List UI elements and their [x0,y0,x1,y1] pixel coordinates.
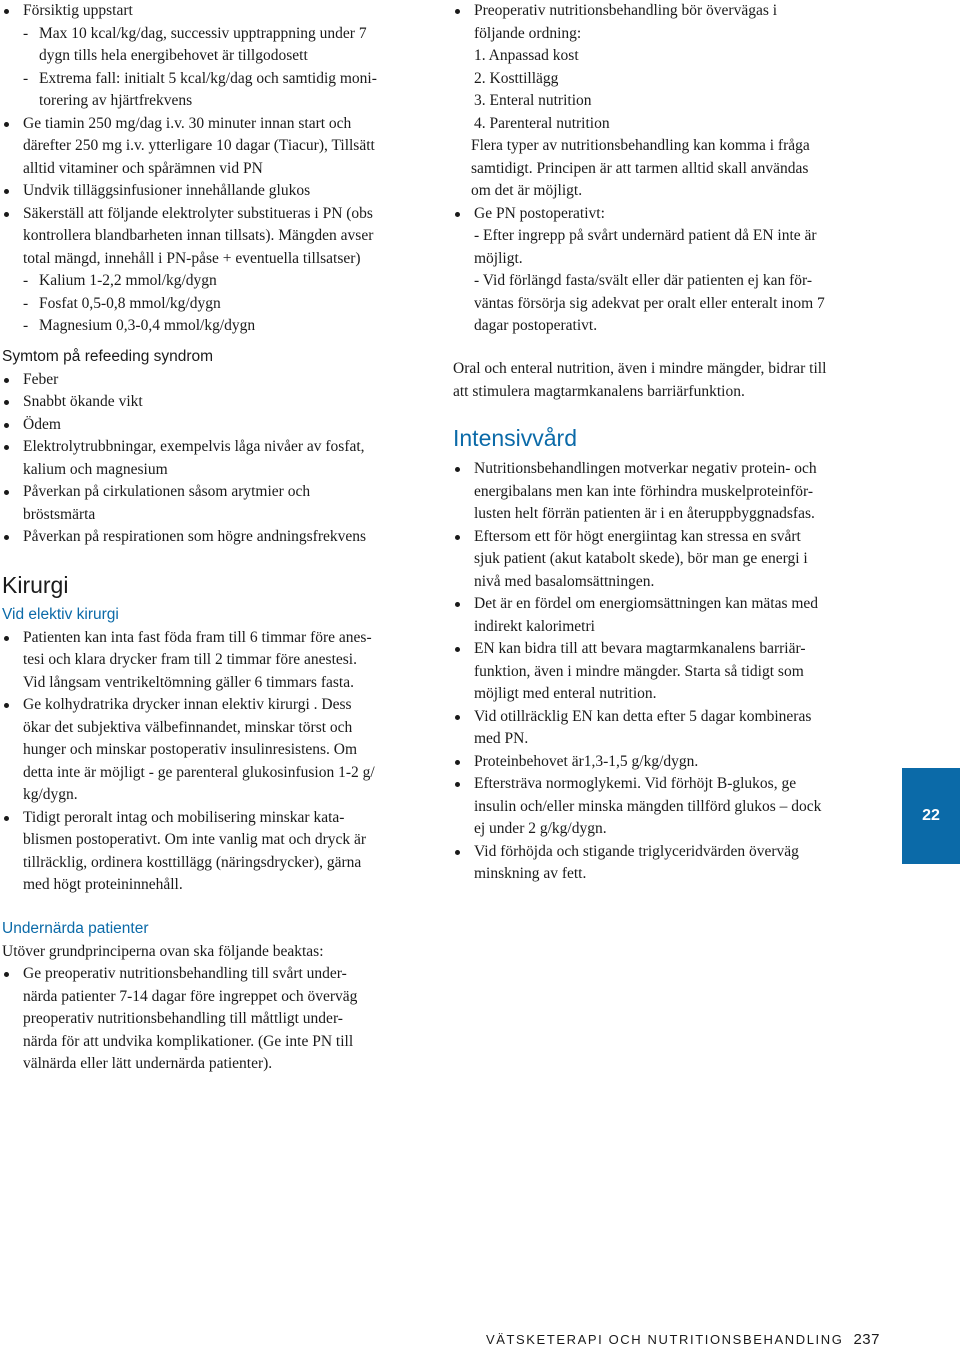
text-line: kalium och magnesium [23,460,168,478]
text-line: Säkerställ att följande elektrolyter substitueras i PN (obs [23,204,373,222]
list-item [453,773,885,841]
text-line: total mängd, innehåll i PN-påse + eventuella tillsatser) [23,249,361,267]
text-line: ej under 2 g/kg/dygn. [474,820,607,837]
symptoms-list [2,369,432,549]
text-line: om det är möjligt. [471,182,583,199]
text-line: välnärda eller lätt undernärda patienter). [23,1055,273,1072]
sub-item-dash: - [23,24,29,42]
text-line: kontrollera blandbarheten innan tillsats). Mängden avser [23,227,374,244]
list-item [2,963,432,1076]
text-line: sjuk patient (akut katabolt skede), bör man ge energi i [474,550,808,567]
text-line: Vid förhöjda och stigande triglyceridvärden överväg [474,842,799,860]
text-line: preoperativ nutritionsbehandling till måttligt under- [23,1010,343,1027]
kirurgi-list [2,627,432,897]
text-line: - Vid förlängd fasta/svält eller där patienten ej kan för- [474,272,813,289]
postop-list [453,203,885,338]
list-item [2,391,432,414]
list-item [453,593,885,638]
list-item [453,526,885,594]
preop-order-list [453,0,885,135]
preop-block [453,0,885,338]
text-line: Proteinbehovet är1,3-1,5 g/kg/dygn. [474,752,699,770]
symptoms-heading: Symtom på refeeding syndrom [2,348,214,365]
intensive-list [453,458,885,886]
list-item [2,526,432,549]
text-line: blismen postoperativt. Om inte vanlig mat och dryck är [23,831,367,848]
list-item [453,638,885,706]
list-item [2,807,432,897]
page-footer [486,1330,880,1350]
undernourished-list [2,963,432,1076]
list-item [2,627,432,695]
sub-item-line [23,293,432,316]
text-line: Påverkan på respirationen som högre andningsfrekvens [23,528,367,545]
sub-item-dash: - [23,294,29,312]
sub-item-text: Magnesium 0,3-0,4 mmol/kg/dygn [39,317,256,334]
text-line: funktion, även i mindre mängder. Starta så tidigt som [474,662,804,680]
text-line: tesi och klara drycker fram till 2 timmar före anestesi. [23,651,357,668]
text-line: 2. Kosttillägg [474,69,559,87]
sub-item-line [23,90,432,113]
text-line: Ge kolhydratrika drycker innan elektiv kirurgi . Dess [23,696,352,713]
text-line: detta inte är möjligt - ge parenteral glukosinfusion 1-2 g/ [23,763,375,781]
list-item [453,751,885,774]
text-line: indirekt kalorimetri [474,617,595,635]
text-line: samtidigt. Principen är att tarmen alltid skall användas [471,159,809,177]
text-line: - Efter ingrepp på svårt undernärd patient då EN inte är [474,227,817,244]
text-line: lusten helt förrän patienten är i en återuppbyggnadsfas. [474,505,815,522]
text-line: väntas försörja sig adekvat per oralt eller enteralt inom 7 [474,294,825,312]
intro-list [2,0,432,338]
text-line: Eftersträva normoglykemi. Vid förhöjt B-glukos, ge [474,775,797,792]
text-line: med högt proteininnehåll. [23,876,183,893]
undernourished-heading: Undernärda patienter [2,920,149,937]
text-line: tillräcklig, ordinera kosttillägg (näringsdrycker), gärna [23,853,362,871]
oral-paragraph [453,358,885,403]
text-line: energibalans men kan inte förhindra muskelproteinför- [474,482,814,500]
list-item [2,414,432,437]
list-item [2,113,432,181]
text-line: Påverkan på cirkulationen såsom arytmier och [23,483,311,500]
text-line: därefter 250 mg i.v. ytterligare 10 dagar (Tiacur), Tillsätt [23,137,375,154]
list-item [453,706,885,751]
text-line: insulin och/eller minska mängden tillförd glukos – dock [474,797,822,815]
text-line: Elektrolytrubbningar, exempelvis låga nivåer av fosfat, [23,438,365,455]
text-line: Nutritionsbehandlingen motverkar negativ protein- och [474,460,817,477]
footer-section-title: VÄTSKETERAPI OCH NUTRITIONSBEHANDLING [485,1332,844,1347]
intensive-heading: Intensivvård [453,425,578,451]
text-line: nivå med basalomsättningen. [474,572,655,590]
text-line: Preoperativ nutritionsbehandling bör övervägas i [474,2,778,19]
text-line: bröstsmärta [23,505,96,523]
sub-item-text: Max 10 kcal/kg/dag, successiv upptrappning under 7 [39,24,367,42]
text-line: Ge PN postoperativt: [474,204,605,222]
list-item [2,481,432,526]
text-line: följande ordning: [474,24,582,42]
text-line: alltid vitaminer och spårämnen vid PN [23,159,263,177]
list-item [2,369,432,392]
kirurgi-section [2,571,432,897]
sub-item-dash: - [23,272,29,289]
text-line: ökar det subjektiva välbefinnandet, minskar törst och [23,718,353,736]
text-line: Vid långsam ventrikeltömning gäller 6 timmars fasta. [23,673,354,691]
chapter-tab: 22 [902,768,960,864]
text-line: möjligt med enteral nutrition. [474,685,657,702]
intensive-section [453,424,885,886]
list-item [2,694,432,807]
list-item [2,436,432,481]
list-item [453,0,885,135]
text-line: 1. Anpassad kost [474,47,579,64]
sub-item-dash: - [23,69,29,87]
sub-item-text: Kalium 1-2,2 mmol/kg/dygn [39,272,217,289]
symptoms-section [2,346,432,549]
text-line: Snabbt ökande vikt [23,393,143,410]
list-item [2,203,432,338]
text-line: Feber [23,370,59,388]
undernourished-section [2,918,432,1076]
text-line: Ge tiamin 250 mg/dag i.v. 30 minuter innan start och [23,114,352,132]
text-line: dagar postoperativt. [474,317,598,334]
undernourished-intro: Utöver grundprinciperna ovan ska följande beaktas: [2,942,324,960]
sub-item-dash: - [23,317,29,334]
page-number: 237 [853,1331,880,1348]
sub-item-line [23,315,432,338]
text-line: 3. Enteral nutrition [474,92,592,109]
list-item [453,203,885,338]
list-item [453,841,885,886]
text-line: minskning av fett. [474,865,587,882]
sub-item-line [23,45,432,68]
text-line: att stimulera magtarmkanalens barriärfunktion. [453,382,745,400]
text-line: möjligt. [474,249,523,267]
text-line: kg/dygn. [23,786,78,803]
text-line: Det är en fördel om energiomsättningen kan mätas med [474,595,819,612]
kirurgi-heading: Kirurgi [2,572,69,598]
text-line: Tidigt peroralt intag och mobilisering minskar kata- [23,808,345,826]
text-line: Ödem [23,415,61,433]
text-line: hunger och minskar postoperativ insulinresistens. Om [23,741,358,758]
text-line: Patienten kan inta fast föda fram till 6 timmar före anes- [23,628,372,646]
sub-item-text: Extrema fall: initialt 5 kcal/kg/dag och samtidig moni- [39,69,377,87]
sub-item-text: Fosfat 0,5-0,8 mmol/kg/dygn [39,294,221,312]
text-line: Vid otillräcklig EN kan detta efter 5 dagar kombineras [474,707,812,725]
intro-block [2,0,432,338]
text-line: Eftersom ett för högt energiintag kan stressa en svårt [474,527,801,545]
elective-surgery-subheading: Vid elektiv kirurgi [2,606,119,623]
text-line: EN kan bidra till att bevara magtarmkanalens barriär- [474,640,806,657]
text-line: Flera typer av nutritionsbehandling kan komma i fråga [471,137,810,154]
sub-item-text: torering av hjärtfrekvens [39,92,193,109]
note-paragraph [453,135,885,203]
text-line: 4. Parenteral nutrition [474,114,610,132]
text-line: närda för att undvika komplikationer. (Ge inte PN till [23,1032,354,1050]
sub-item-text: dygn tills hela energibehovet är tillgodosett [39,47,308,64]
list-item [2,180,432,203]
text-line: närda patienter 7-14 dagar före ingreppet och överväg [23,987,358,1005]
list-item [2,0,432,113]
text-line: Ge preoperativ nutritionsbehandling till svårt under- [23,965,347,982]
text-line: med PN. [474,730,529,747]
text-line: Undvik tilläggsinfusioner innehållande glukos [23,182,311,199]
sub-item-line [23,68,432,91]
sub-item-line [23,270,432,293]
list-item [453,458,885,526]
text-line: Oral och enteral nutrition, även i mindre mängder, bidrar till [453,360,827,377]
text-line: Försiktig uppstart [23,2,133,19]
sub-item-line [23,23,432,46]
